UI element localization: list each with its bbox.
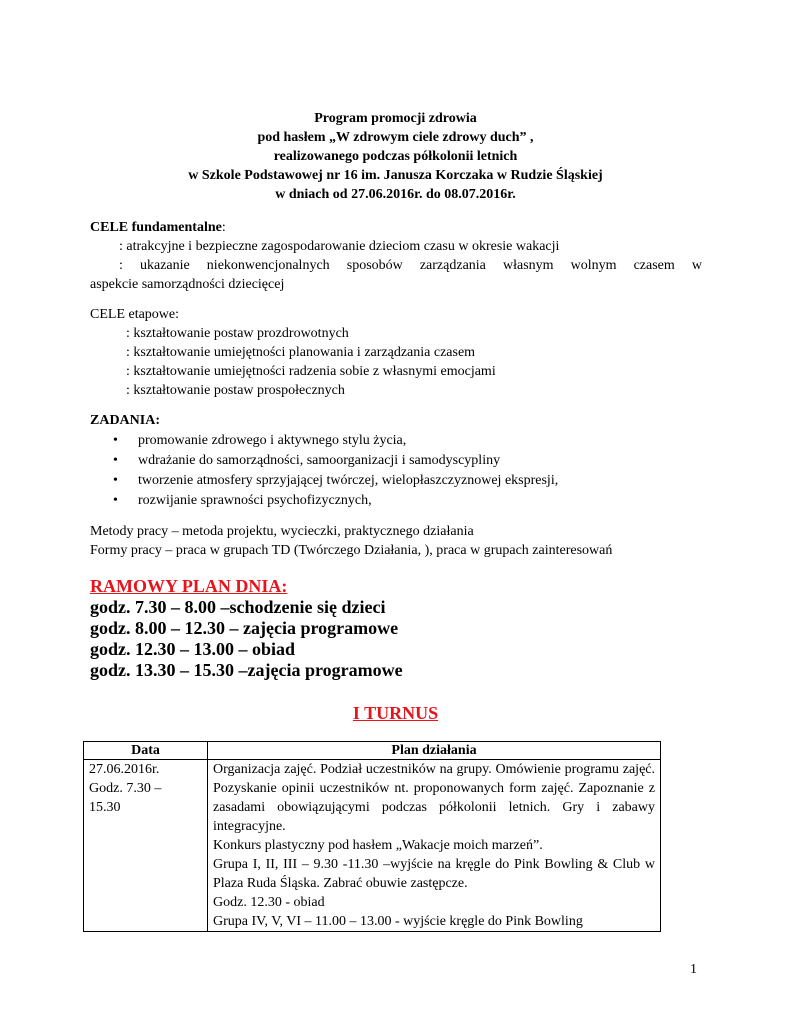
- plan-dnia-item: godz. 12.30 – 13.00 – obiad: [90, 639, 296, 659]
- cele-fundamentalne-item-2-cont: aspekcie samorządności dziecięcej: [90, 277, 285, 292]
- cele-etapowe-item: : kształtowanie umiejętności radzenia sobie z własnymi emocjami: [126, 364, 496, 379]
- bullet-icon: •: [113, 433, 118, 448]
- cele-fundamentalne-item-1: : atrakcyjne i bezpieczne zagospodarowanie dzieciom czasu w okresie wakacji: [119, 239, 560, 254]
- list-item: [90, 471, 702, 490]
- cele-fundamentalne-heading: CELE fundamentalne: [90, 220, 222, 235]
- plan-dnia-item: godz. 7.30 – 8.00 –schodzenie się dzieci: [90, 597, 386, 617]
- zadania-list: [90, 431, 702, 510]
- list-item: [90, 491, 702, 510]
- cele-fundamentalne-colon: :: [221, 220, 226, 235]
- cele-fundamentalne-item-2: : ukazanie niekonwencjonalnych sposobów zarządzania własnym wolnym czasem w: [119, 258, 702, 273]
- zadania-item-text: wdrażanie do samorządności, samoorganizacji i samodyscypliny: [138, 453, 501, 468]
- zadania-item-text: promowanie zdrowego i aktywnego stylu życia,: [138, 433, 407, 448]
- plan-dnia-item: godz. 8.00 – 12.30 – zajęcia programowe: [90, 618, 399, 638]
- cele-etapowe-section: [90, 305, 702, 400]
- formy-pracy: Formy pracy – praca w grupach TD (Twórczego Działania, ), praca w grupach zainteresowań: [90, 543, 613, 558]
- title-line-1: Program promocji zdrowia: [314, 111, 477, 126]
- plan-dnia-section: [90, 576, 702, 681]
- list-item: [90, 451, 702, 470]
- plan-paragraph: Grupa I, II, III – 9.30 -11.30 –wyjście na kręgle do Pink Bowling & Club w Plaza Ruda Śląska. Zabrać obuwie zastępcze.: [213, 857, 655, 891]
- document-title: [0, 109, 791, 204]
- table-header-row: [84, 742, 661, 760]
- zadania-item-text: tworzenie atmosfery sprzyjającej twórczej, wielopłaszczyznowej ekspresji,: [138, 473, 559, 488]
- zadania-item-text: rozwijanie sprawności psychofizycznych,: [138, 493, 372, 508]
- title-line-2: pod hasłem „W zdrowym ciele zdrowy duch” ,: [257, 130, 534, 145]
- plan-paragraph: Grupa IV, V, VI – 11.00 – 13.00 - wyjście kręgle do Pink Bowling: [213, 914, 583, 929]
- date-line: Godz. 7.30 –: [89, 781, 162, 796]
- cele-etapowe-item: : kształtowanie postaw prospołecznych: [126, 383, 345, 398]
- zadania-section: [90, 411, 702, 510]
- turnus-heading: I TURNUS: [352, 703, 439, 723]
- plan-paragraph: Organizacja zajęć. Podział uczestników na grupy. Omówienie programu zajęć. Pozyskanie opinii uczestników nt. proponowanych form zajęć. Zapoznanie z zasadami obowiązującymi podczas półkolonii letnich. Gry i zabawy integracyjne.: [213, 762, 655, 834]
- column-header-plan: Plan działania: [208, 742, 661, 760]
- plan-paragraph: Konkurs plastyczny pod hasłem „Wakacje moich marzeń”.: [213, 838, 543, 853]
- title-line-4: w Szkole Podstawowej nr 16 im. Janusza Korczaka w Rudzie Śląskiej: [188, 168, 603, 183]
- cele-etapowe-item: : kształtowanie postaw prozdrowotnych: [126, 326, 349, 341]
- zadania-heading: ZADANIA:: [90, 413, 160, 428]
- date-line: 15.30: [89, 800, 121, 815]
- bullet-icon: •: [113, 453, 118, 468]
- table-row: [84, 760, 661, 932]
- column-header-data: Data: [84, 742, 208, 760]
- plan-paragraph: Godz. 12.30 - obiad: [213, 895, 325, 910]
- title-line-3: realizowanego podczas półkolonii letnich: [273, 149, 518, 164]
- page-number: 1: [690, 962, 697, 977]
- cele-etapowe-item: : kształtowanie umiejętności planowania i zarządzania czasem: [126, 345, 476, 360]
- bullet-icon: •: [113, 493, 118, 508]
- cele-etapowe-heading: CELE etapowe:: [90, 307, 180, 322]
- metody-section: [90, 522, 702, 560]
- cele-fundamentalne-section: [90, 218, 702, 294]
- turnus-table: [83, 741, 661, 932]
- plan-dnia-item: godz. 13.30 – 15.30 –zajęcia programowe: [90, 660, 403, 680]
- date-cell: [84, 760, 208, 932]
- metody-pracy: Metody pracy – metoda projektu, wycieczki, praktycznego działania: [90, 524, 474, 539]
- bullet-icon: •: [113, 473, 118, 488]
- list-item: [90, 431, 702, 450]
- plan-cell: [208, 760, 661, 932]
- plan-dnia-heading: RAMOWY PLAN DNIA:: [90, 576, 288, 596]
- date-line: 27.06.2016r.: [89, 762, 160, 777]
- title-line-5: w dniach od 27.06.2016r. do 08.07.2016r.: [275, 187, 516, 202]
